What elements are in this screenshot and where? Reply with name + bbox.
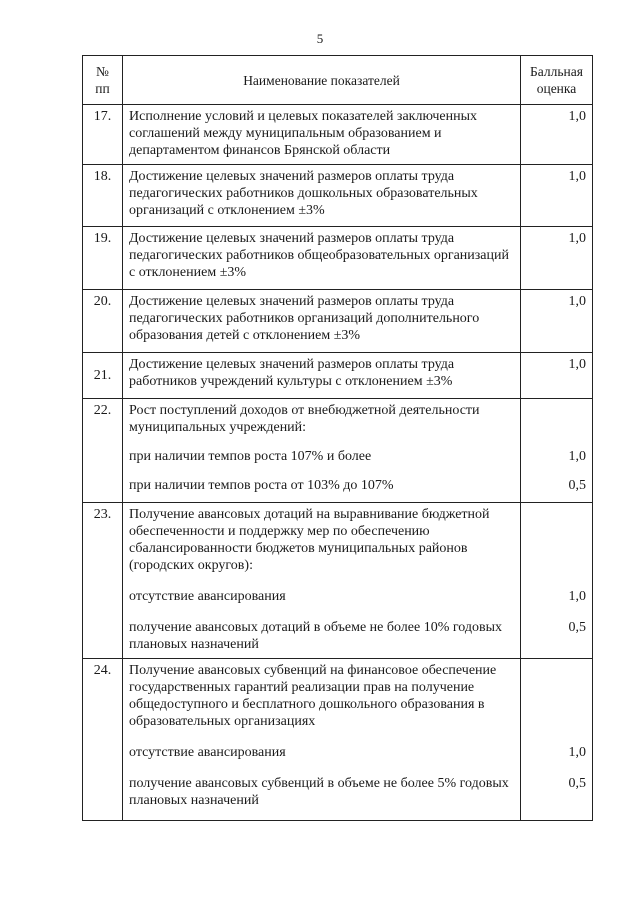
row-text: Получение авансовых субвенций на финансовое обеспечение государственных гарантий реализации прав на получение общедоступного и бесплатного дошкольного образования в образовательных организациях [129, 663, 497, 729]
table-row [83, 353, 593, 399]
row-text: Достижение целевых значений размеров оплаты труда педагогических работников организаций дополнительного образования детей с отклонением ±3% [123, 290, 521, 353]
indicators-table [82, 55, 593, 821]
table-row [83, 399, 593, 503]
row-text: Достижение целевых значений размеров оплаты труда работников учреждений культуры с отклонением ±3% [123, 353, 521, 399]
row-score-block [521, 659, 593, 821]
option-score: 0,5 [568, 776, 586, 791]
header-score: Балльная оценка [521, 56, 593, 105]
option-text: при наличии темпов роста от 103% до 107% [129, 478, 394, 493]
row-number: 17. [83, 105, 123, 165]
row-number: 23. [83, 503, 123, 659]
row-score: 1,0 [521, 290, 593, 353]
option-score: 0,5 [568, 478, 586, 493]
row-score: 1,0 [521, 165, 593, 227]
row-text: Достижение целевых значений размеров оплаты труда педагогических работников общеобразовательных организаций с отклонением ±3% [123, 227, 521, 290]
option-score: 1,0 [568, 745, 586, 760]
row-number: 21. [83, 353, 123, 399]
table-row [83, 105, 593, 165]
row-text: Достижение целевых значений размеров оплаты труда педагогических работников дошкольных образовательных организаций с отклонением ±3% [123, 165, 521, 227]
row-number: 19. [83, 227, 123, 290]
row-text-block [123, 503, 521, 659]
row-number: 18. [83, 165, 123, 227]
header-number: № пп [83, 56, 123, 105]
option-score: 1,0 [568, 589, 586, 604]
table-row [83, 659, 593, 821]
option-score: 1,0 [568, 449, 586, 464]
row-text: Исполнение условий и целевых показателей заключенных соглашений между муниципальным образованием и департаментом финансов Брянской области [123, 105, 521, 165]
option-score: 0,5 [568, 620, 586, 635]
option-text: отсутствие авансирования [129, 589, 286, 604]
option-text: получение авансовых субвенций в объеме не более 5% годовых плановых назначений [129, 776, 509, 808]
table-row [83, 503, 593, 659]
row-score: 1,0 [521, 105, 593, 165]
row-text: Рост поступлений доходов от внебюджетной деятельности муниципальных учреждений: [129, 403, 480, 435]
row-score-block [521, 399, 593, 503]
row-score: 1,0 [521, 353, 593, 399]
row-number: 22. [83, 399, 123, 503]
row-text-block [123, 659, 521, 821]
page-number: 5 [316, 31, 324, 46]
row-text-block [123, 399, 521, 503]
option-text: при наличии темпов роста 107% и более [129, 449, 372, 464]
table-row [83, 290, 593, 353]
header-name: Наименование показателей [123, 56, 521, 105]
row-score: 1,0 [521, 227, 593, 290]
option-text: получение авансовых дотаций в объеме не более 10% годовых плановых назначений [129, 620, 503, 652]
row-number: 24. [83, 659, 123, 821]
table-row [83, 227, 593, 290]
row-score-block [521, 503, 593, 659]
row-text: Получение авансовых дотаций на выравнивание бюджетной обеспеченности и поддержку мер по обеспечению сбалансированности бюджетов муниципальных районов (городских округов): [129, 507, 490, 573]
table-row [83, 165, 593, 227]
row-number: 20. [83, 290, 123, 353]
option-text: отсутствие авансирования [129, 745, 286, 760]
table-header-row [83, 56, 593, 105]
